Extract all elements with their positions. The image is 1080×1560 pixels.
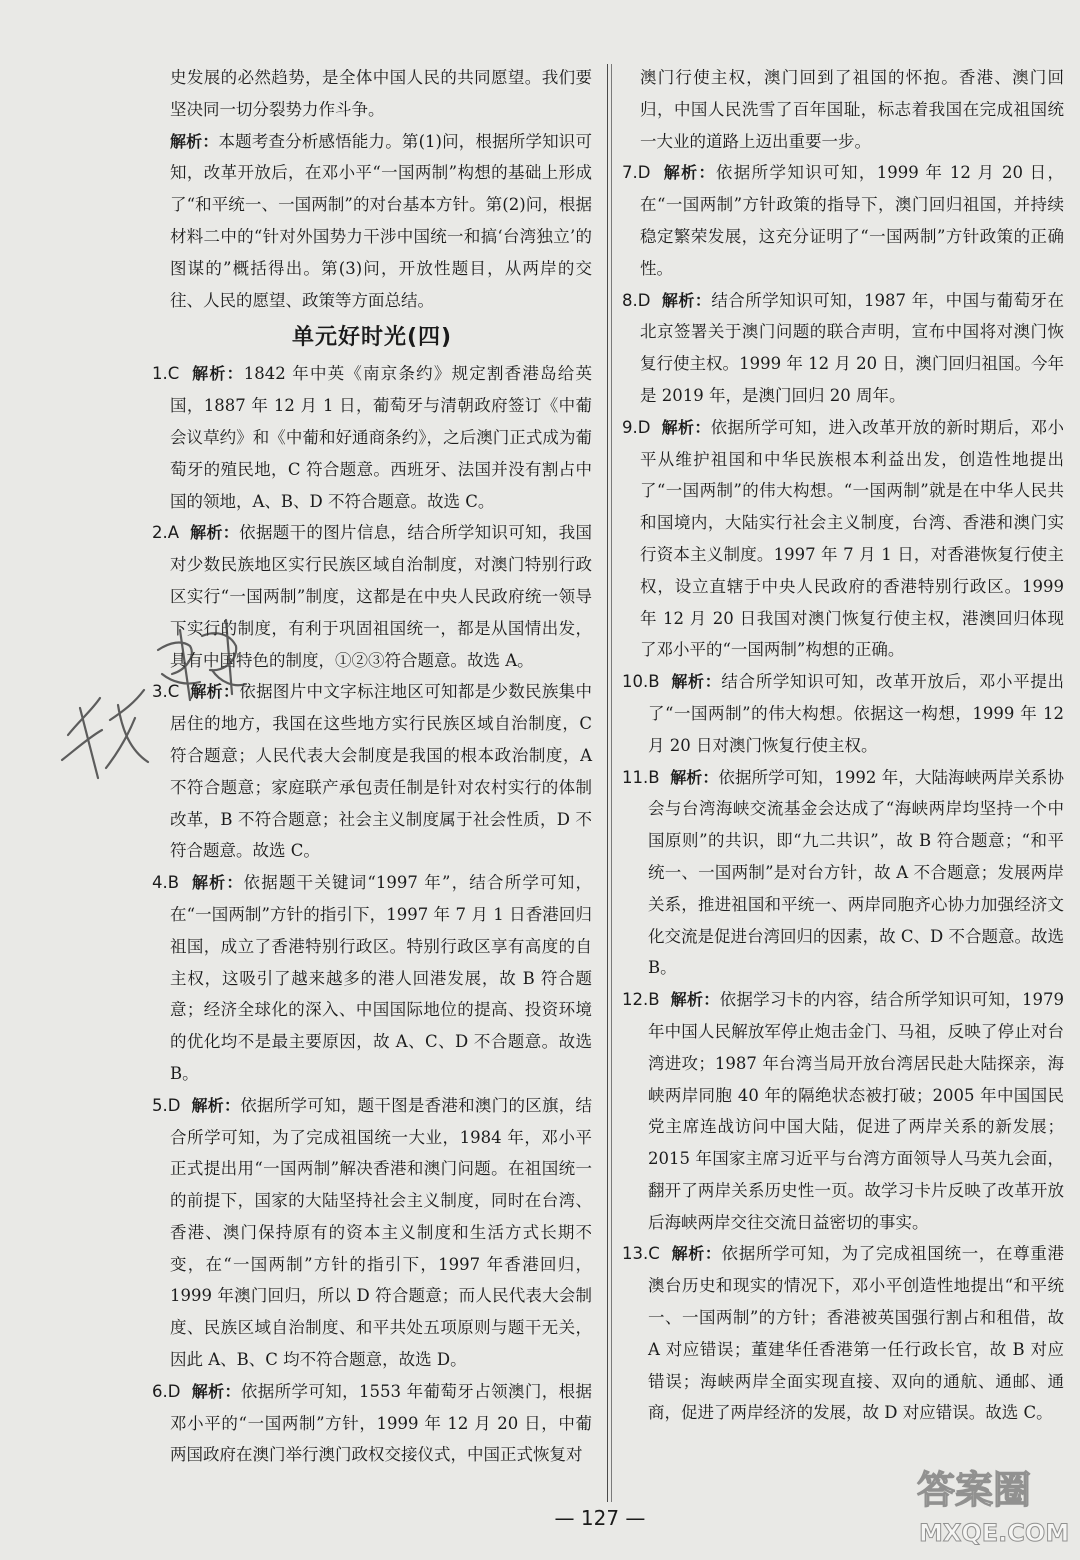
answer-item-9	[622, 412, 1064, 666]
analysis-text: 本题考查分析感悟能力。第(1)问，根据所学知识可知，改革开放后，在邓小平“一国两制”构想的基础上形成了“和平统一、一国两制”的对台基本方针。第(2)问，根据材料二中的“针对外国势力干涉中国统一和搞‘台湾独立’的图谋的”概括得出。第(3)问，开放性题目，从两岸的交往、人民的愿望、政策等方面总结。	[170, 131, 592, 310]
analysis-label: 解析：	[671, 1244, 722, 1264]
answer-item-7	[622, 157, 1064, 284]
answer-item-5	[152, 1090, 592, 1376]
analysis-text: 依据图片中文字标注地区可知都是少数民族集中居住的地方，我国在这些地方实行民族区域自治制度，C 符合题意；人民代表大会制度是我国的根本政治制度，A 不符合题意；家庭联产承包责任制是针对农村实行的体制改革，B 不符合题意；社会主义制度属于社会性质，D 不符合题意。故选 C。	[170, 682, 592, 861]
answer-number: 12.B	[622, 990, 660, 1010]
answer-item-11	[622, 762, 1064, 985]
analysis-text: 结合所学知识可知，改革开放后，邓小平提出了“一国两制”的伟大构想。依据这一构想，1999 年 12 月 20 日对澳门恢复行使主权。	[648, 672, 1064, 755]
analysis-text: 1842 年中英《南京条约》规定割香港岛给英国，1887 年 12 月 1 日，葡萄牙与清朝政府签订《中葡会议草约》和《中葡和好通商条约》，之后澳门正式成为葡萄牙的殖民地，C 符合题意。西班牙、法国并没有割占中国的领地，A、B、D 不符合题意。故选 C。	[170, 364, 592, 511]
answer-number: 3.C	[152, 682, 180, 702]
analysis-label: 解析：	[170, 131, 219, 151]
analysis-text: 依据学习卡的内容，结合所学知识可知，1979 年中国人民解放军停止炮击金门、马祖，反映了停止对台湾进攻；1987 年台湾当局开放台湾居民赴大陆探亲，海峡两岸同胞 40 年的隔绝状态被打破；2005 年中国国民党主席连战访问中国大陆，促进了两岸关系的新发展；2015 年国家主席习近平与台湾方面领导人马英九会面，翻开了两岸关系历史性一页。故学习卡片反映了改革开放后海峡两岸交往交流日益密切的事实。	[648, 990, 1064, 1232]
analysis-text: 依据题干的图片信息，结合所学知识可知，我国对少数民族地区实行民族区域自治制度，对澳门特别行政区实行“一国两制”制度，这都是在中央人民政府统一领导下实行的制度，有利于巩固祖国统一，都是从国情出发，具有中国特色的制度，①②③符合题意。故选 A。	[170, 523, 593, 670]
analysis-text: 依据题干关键词“1997 年”，结合所学可知，在“一国两制”方针的指引下，1997 年 7 月 1 日香港回归祖国，成立了香港特别行政区。特别行政区享有高度的自主权，这吸引了越来越多的港人回港发展，故 B 符合题意；经济全球化的深入、中国国际地位的提高、投资环境的优化均不是最主要原因，故 A、C、D 不合题意。故选 B。	[170, 873, 592, 1083]
analysis-text: 依据所学可知，进入改革开放的新时期后，邓小平从维护祖国和中华民族根本利益出发，创造性地提出了“一国两制”的伟大构想。“一国两制”就是在中华人民共和国境内，大陆实行社会主义制度，台湾、香港和澳门实行资本主义制度。1997 年 7 月 1 日，对香港恢复行使主权，设立直辖于中央人民政府的香港特别行政区。1999 年 12 月 20 日我国对澳门恢复行使主权，港澳回归体现了邓小平的“一国两制”构想的正确。	[640, 417, 1064, 660]
intro-analysis	[152, 126, 592, 317]
answer-number: 11.B	[622, 767, 660, 787]
right-continuation: 澳门行使主权，澳门回到了祖国的怀抱。香港、澳门回归，中国人民洗雪了百年国耻，标志着我国在完成祖国统一大业的道路上迈出重要一步。	[640, 68, 1064, 151]
intro-continuation: 史发展的必然趋势，是全体中国人民的共同愿望。我们要坚决同一切分裂势力作斗争。	[170, 68, 592, 119]
analysis-text: 依据所学可知，为了完成祖国统一，在尊重港澳台历史和现实的情况下，邓小平创造性地提出“和平统一、一国两制”的方针；香港被英国强行割占和租借，故 A 对应错误；董建华任香港第一任行政长官，故 B 对应错误；海峡两岸全面实现直接、双向的通航、通邮、通商，促进了两岸经济的发展，故 D 对应错误。故选 C。	[648, 1244, 1064, 1423]
answer-item-13	[622, 1238, 1064, 1429]
analysis-label: 解析：	[191, 1095, 241, 1115]
watermark-url: MXQE.COM	[919, 1519, 1070, 1547]
answer-number: 2.A	[152, 523, 180, 543]
analysis-label: 解析：	[670, 767, 719, 787]
analysis-text: 依据所学可知，1553 年葡萄牙占领澳门，根据邓小平的“一国两制”方针，1999 年 12 月 20 日，中葡两国政府在澳门举行澳门政权交接仪式，中国正式恢复对	[170, 1381, 592, 1465]
answer-number: 4.B	[152, 873, 180, 893]
answer-number: 1.C	[152, 364, 180, 384]
analysis-label: 解析：	[190, 682, 240, 702]
answer-item-4	[152, 867, 592, 1090]
section-title: 单元好时光(四)	[291, 325, 453, 351]
analysis-label: 解析：	[191, 1381, 241, 1401]
analysis-label: 解析：	[191, 873, 244, 893]
analysis-label: 解析：	[663, 163, 716, 183]
answer-item-8	[622, 285, 1064, 412]
analysis-label: 解析：	[671, 672, 722, 692]
watermark-logo	[905, 1455, 1075, 1555]
watermark-text: 答案圈	[917, 1468, 1032, 1512]
analysis-label: 解析：	[661, 290, 712, 310]
page-number: — 127 —	[554, 1506, 646, 1530]
analysis-text: 结合所学知识可知，1987 年，中国与葡萄牙在北京签署关于澳门问题的联合声明，宣布中国将对澳门恢复行使主权。1999 年 12 月 20 日，澳门回归祖国。今年是 2019 年，是澳门回归 20 周年。	[640, 290, 1064, 405]
analysis-text: 依据所学可知，1992 年，大陆海峡两岸关系协会与台湾海峡交流基金会达成了“海峡两岸均坚持一个中国原则”的共识，即“九二共识”，故 B 符合题意；“和平统一、一国两制”是对台方针，故 A 不合题意；发展两岸关系，推进祖国和平统一、两岸同胞齐心协力加强经济文化交流是促进台湾回归的因素，故 C、D 不合题意。故选 B。	[648, 767, 1064, 978]
answer-item-6	[152, 1376, 592, 1471]
right-column	[622, 62, 1064, 1429]
answer-number: 13.C	[622, 1244, 660, 1264]
analysis-label: 解析：	[661, 417, 711, 437]
column-divider-inner	[611, 64, 612, 1502]
answer-number: 5.D	[152, 1095, 181, 1115]
analysis-text: 依据所学知识可知，1999 年 12 月 20 日，在“一国两制”方针政策的指导下，澳门回归祖国，并持续稳定繁荣发展，这充分证明了“一国两制”方针政策的正确性。	[640, 163, 1064, 278]
answer-number: 10.B	[622, 672, 660, 692]
handwriting-scribble	[40, 590, 270, 790]
answer-number: 8.D	[622, 290, 651, 310]
analysis-label: 解析：	[190, 523, 240, 543]
analysis-text: 依据所学可知，题干图是香港和澳门的区旗，结合所学可知，为了完成祖国统一大业，1984 年，邓小平正式提出用“一国两制”解决香港和澳门问题。在祖国统一的前提下，国家的大陆坚持社会主义制度，同时在台湾、香港、澳门保持原有的资本主义制度和生活方式长期不变，在“一国两制”方针的指引下，1997 年香港回归，1999 年澳门回归，所以 D 符合题意；而人民代表大会制度、民族区域自治制度、和平共处五项原则与题干无关，因此 A、B、C 均不符合题意，故选 D。	[170, 1095, 592, 1370]
answer-number: 6.D	[152, 1381, 181, 1401]
column-divider	[607, 64, 608, 1502]
analysis-label: 解析：	[192, 364, 244, 384]
answer-item-12	[622, 984, 1064, 1238]
answer-item-1	[152, 358, 592, 517]
answer-item-10	[622, 666, 1064, 761]
analysis-label: 解析：	[670, 990, 720, 1010]
answer-number: 7.D	[622, 163, 651, 183]
answer-number: 9.D	[622, 417, 651, 437]
